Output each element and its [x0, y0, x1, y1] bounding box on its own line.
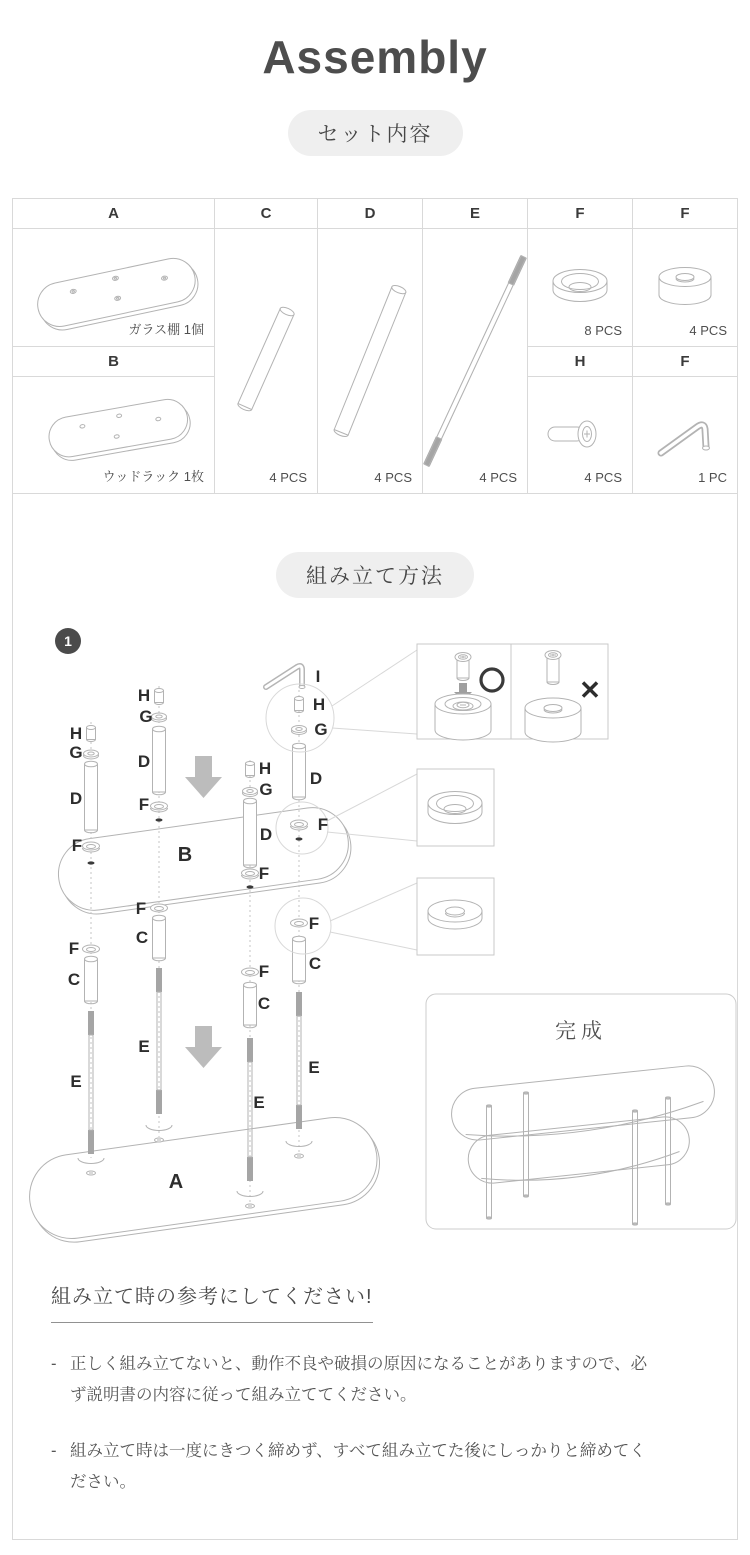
- diagram-label: F: [258, 864, 270, 883]
- part-header-h: H: [528, 347, 633, 377]
- part-count-f3: 1 PC: [698, 470, 727, 485]
- diagram-label: H: [312, 695, 326, 714]
- diagram-label: C: [67, 970, 81, 989]
- completion-title: 完成: [555, 1020, 607, 1043]
- diagram-label: G: [139, 707, 153, 726]
- diagram-label: E: [138, 1037, 150, 1056]
- part-cell-e: [423, 229, 528, 493]
- parts-table: [12, 198, 738, 494]
- note-item: [51, 1349, 697, 1410]
- part-cell-f2: [633, 229, 737, 347]
- note-text: 正しく組み立てないと、動作不良や破損の原因になることがありますので、必ず説明書の内容に従って組み立ててください。: [70, 1355, 648, 1404]
- diagram-label: B: [177, 844, 193, 866]
- diagram-label: F: [135, 899, 147, 918]
- note-item: [51, 1436, 697, 1497]
- diagram-label: C: [308, 954, 322, 973]
- page-title: Assembly: [262, 31, 488, 83]
- diagram-label: C: [135, 928, 149, 947]
- diagram-label: F: [308, 914, 320, 933]
- notes-heading: 組み立て時の参考にしてください!: [51, 1280, 373, 1323]
- assembly-notes: [13, 1266, 737, 1539]
- note-text: 組み立て時は一度にきつく締めず、すべて組み立てた後にしっかりと締めてください。: [70, 1442, 646, 1491]
- set-contents-badge: セット内容: [288, 110, 463, 156]
- diagram-label: H: [258, 759, 272, 778]
- diagram-label: I: [315, 667, 321, 686]
- diagram-label: F: [317, 815, 329, 834]
- callout-lines: [266, 650, 417, 954]
- part-count-d: 4 PCS: [374, 470, 412, 485]
- assembly-instruction-page: [0, 30, 750, 1540]
- flat-washer-detail-box: [417, 878, 494, 955]
- diagram-label: H: [69, 724, 83, 743]
- cup-washer-detail-box: [417, 769, 494, 846]
- part-cell-h: [528, 377, 633, 493]
- part-drawing-tube-d: [318, 229, 422, 493]
- diagram-label: F: [258, 962, 270, 981]
- note-bullet: -: [51, 1355, 57, 1373]
- ng-mark: ✕: [579, 675, 601, 705]
- down-arrow-icon: [185, 756, 222, 1068]
- part-count-h: 4 PCS: [584, 470, 622, 485]
- part-cell-f3: [633, 377, 737, 493]
- part-header-f2: F: [633, 199, 737, 229]
- diagram-label: D: [259, 825, 273, 844]
- hex-key-drawing: [266, 666, 305, 689]
- part-count-e: 4 PCS: [479, 470, 517, 485]
- note-bullet: -: [51, 1442, 57, 1461]
- diagram-label: A: [168, 1171, 184, 1193]
- diagram-label: G: [259, 780, 273, 799]
- part-drawing-tube-c: [215, 229, 317, 493]
- part-header-f1: F: [528, 199, 633, 229]
- method-badge: 組み立て方法: [276, 552, 474, 598]
- part-header-e: E: [423, 199, 528, 229]
- diagram-label: F: [138, 795, 150, 814]
- part-cell-a: [13, 229, 215, 347]
- part-count-f2: 4 PCS: [689, 323, 727, 338]
- diagram-label: D: [69, 789, 83, 808]
- diagram-label: E: [70, 1072, 82, 1091]
- part-header-b: B: [13, 347, 215, 377]
- part-cell-f1: [528, 229, 633, 347]
- diagram-label: H: [137, 686, 151, 705]
- shelf-b-drawing: [54, 803, 356, 919]
- part-header-d: D: [318, 199, 423, 229]
- diagram-label: G: [314, 720, 328, 739]
- diagram-label: D: [137, 752, 151, 771]
- diagram-label: G: [69, 743, 83, 762]
- part-caption-a: ガラス棚 1個: [128, 322, 204, 337]
- part-cell-c: [215, 229, 318, 493]
- part-cell-d: [318, 229, 423, 493]
- part-header-a: A: [13, 199, 215, 229]
- diagram-label: E: [308, 1058, 320, 1077]
- diagram-label: D: [309, 769, 323, 788]
- part-caption-b: ウッドラック 1枚: [102, 469, 204, 484]
- assembly-diagram: [13, 606, 739, 1266]
- diagram-label: E: [253, 1093, 265, 1112]
- part-count-f1: 8 PCS: [584, 323, 622, 338]
- part-cell-b: [13, 377, 215, 493]
- diagram-label: F: [71, 836, 83, 855]
- shelf-a-drawing: [24, 1112, 385, 1248]
- part-header-c: C: [215, 199, 318, 229]
- part-count-c: 4 PCS: [269, 470, 307, 485]
- diagram-label: F: [68, 939, 80, 958]
- diagram-label: C: [257, 994, 271, 1013]
- part-drawing-rod-e: [423, 229, 527, 493]
- step-number: 1: [64, 633, 72, 649]
- part-header-f3: F: [633, 347, 737, 377]
- assembly-method-section: [12, 493, 738, 1540]
